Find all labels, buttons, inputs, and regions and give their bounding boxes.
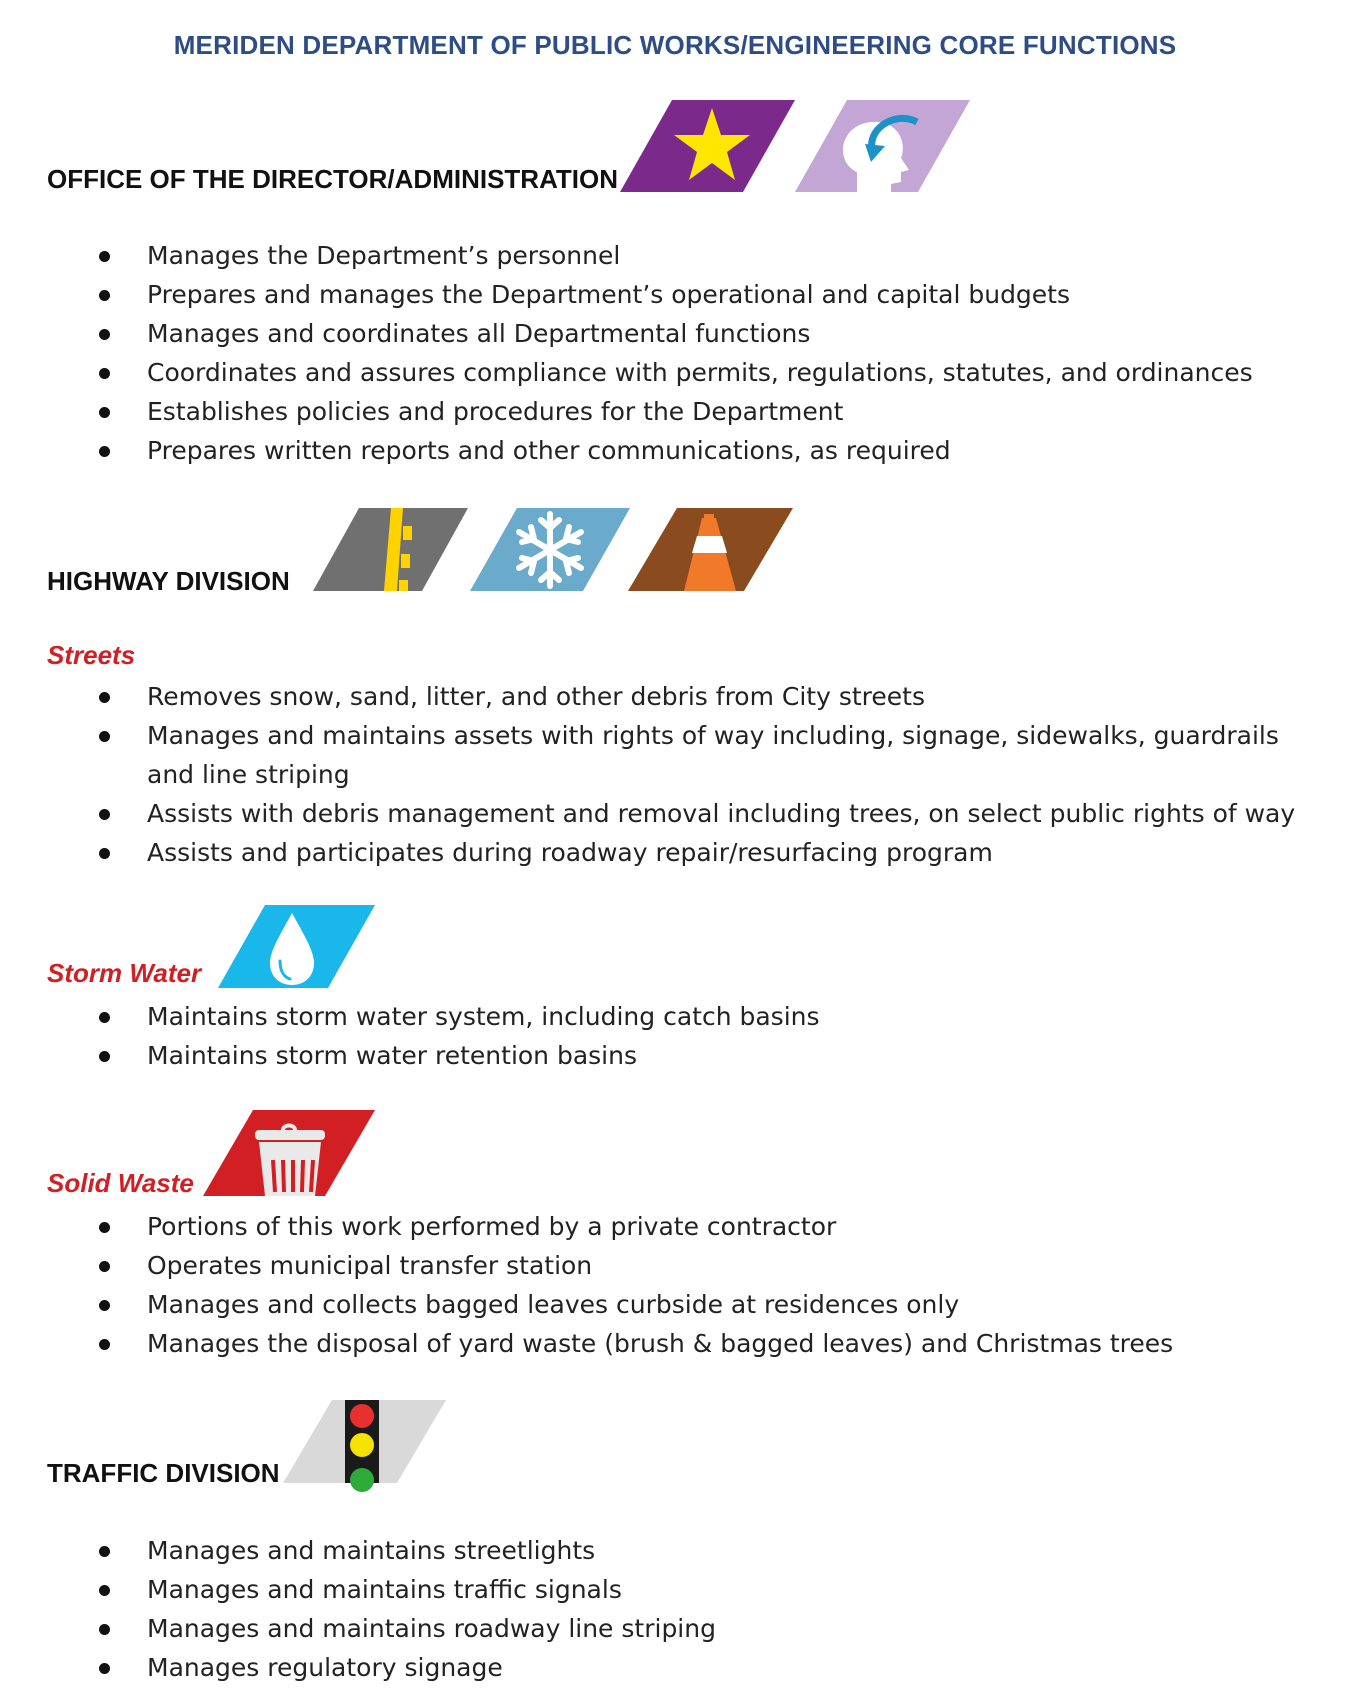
road-icon xyxy=(313,508,468,591)
list-item: Portions of this work performed by a private contractor xyxy=(47,1207,1307,1246)
traffic-list xyxy=(47,1531,1307,1687)
list-item: Manages and maintains roadway line striping xyxy=(47,1609,1307,1648)
streets-label: Streets xyxy=(47,640,136,670)
director-heading: OFFICE OF THE DIRECTOR/ADMINISTRATION xyxy=(47,164,619,194)
list-item: Coordinates and assures compliance with permits, regulations, statutes, and ordinances xyxy=(47,353,1307,392)
list-item: Manages the disposal of yard waste (brush & bagged leaves) and Christmas trees xyxy=(47,1324,1307,1363)
list-item: Maintains storm water retention basins xyxy=(47,1036,1307,1075)
list-item: Prepares written reports and other communications, as required xyxy=(47,431,1307,470)
streets-list xyxy=(47,677,1317,872)
list-item: Manages and maintains streetlights xyxy=(47,1531,1307,1570)
director-list xyxy=(47,236,1307,470)
storm-water-label: Storm Water xyxy=(47,958,202,988)
page-title: MERIDEN DEPARTMENT OF PUBLIC WORKS/ENGINEERING CORE FUNCTIONS xyxy=(173,30,1177,60)
list-item: Assists with debris management and removal including trees, on select public rights of way xyxy=(47,794,1317,833)
list-item: Manages regulatory signage xyxy=(47,1648,1307,1687)
list-item: Manages the Department’s personnel xyxy=(47,236,1307,275)
highway-heading: HIGHWAY DIVISION xyxy=(47,566,290,596)
traffic-light-icon xyxy=(283,1400,446,1483)
storm-water-list xyxy=(47,997,1307,1075)
water-drop-icon xyxy=(218,905,375,988)
list-item: Operates municipal transfer station xyxy=(47,1246,1307,1285)
list-item: Manages and coordinates all Departmental functions xyxy=(47,314,1307,353)
snowflake-icon xyxy=(470,508,630,591)
list-item: Assists and participates during roadway repair/resurfacing program xyxy=(47,833,1317,872)
list-item: Maintains storm water system, including catch basins xyxy=(47,997,1307,1036)
traffic-cone-icon xyxy=(628,508,793,591)
list-item: Removes snow, sand, litter, and other debris from City streets xyxy=(47,677,1317,716)
trash-can-icon xyxy=(203,1110,375,1196)
list-item: Prepares and manages the Department’s operational and capital budgets xyxy=(47,275,1307,314)
head-idea-icon xyxy=(795,100,970,192)
star-icon xyxy=(620,100,795,192)
solid-waste-list xyxy=(47,1207,1307,1363)
list-item: Manages and maintains traffic signals xyxy=(47,1570,1307,1609)
traffic-heading: TRAFFIC DIVISION xyxy=(47,1458,280,1488)
solid-waste-label: Solid Waste xyxy=(47,1168,194,1198)
list-item: Establishes policies and procedures for the Department xyxy=(47,392,1307,431)
list-item: Manages and maintains assets with rights of way including, signage, sidewalks, guardrails and line striping xyxy=(47,716,1317,794)
list-item: Manages and collects bagged leaves curbside at residences only xyxy=(47,1285,1307,1324)
